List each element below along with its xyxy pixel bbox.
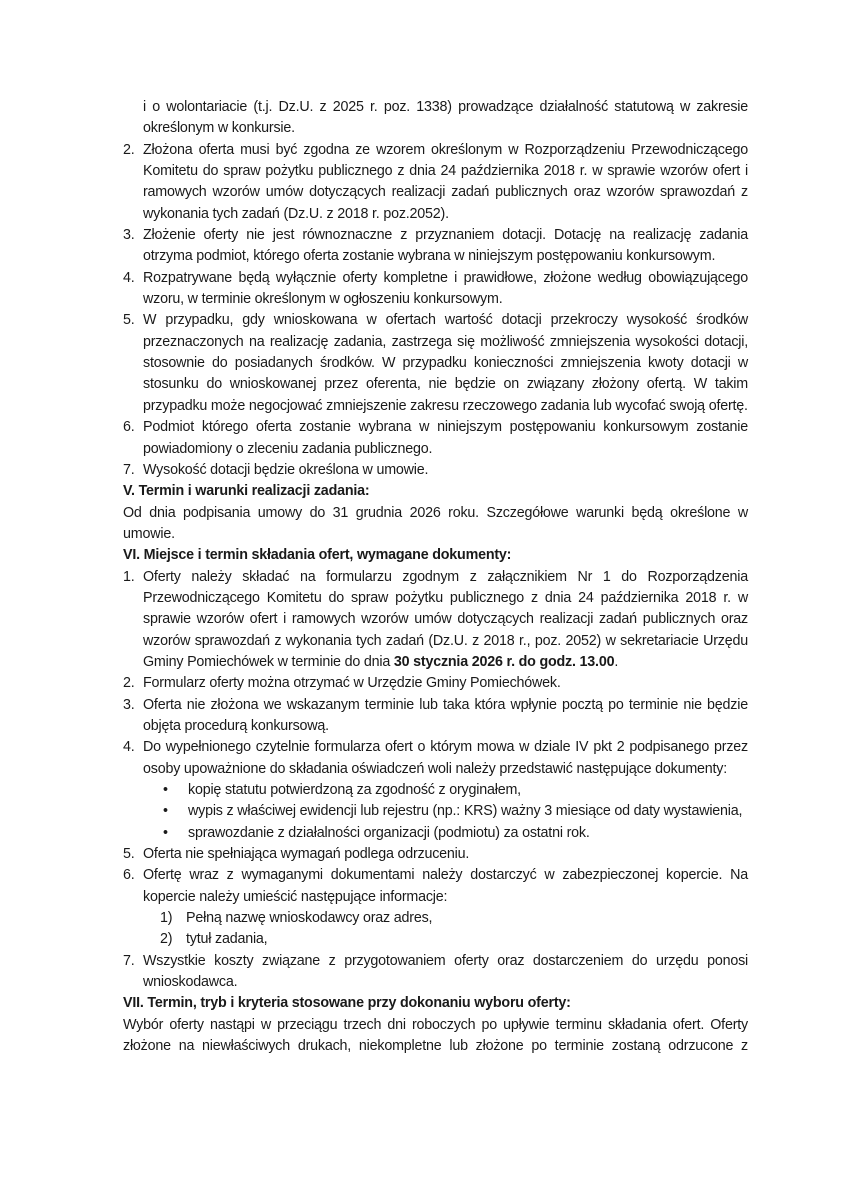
list-item-text — [143, 673, 748, 694]
sub-list-text — [186, 908, 748, 929]
list-item-text — [143, 140, 748, 225]
list-item-text — [143, 268, 748, 311]
sub-list-number: 2) — [160, 931, 173, 948]
list-item-number: 7. — [123, 952, 135, 969]
text-run: Wysokość dotacji będzie określona w umowie. — [143, 461, 429, 478]
list-item-text — [143, 737, 748, 780]
list-item-number — [123, 97, 143, 140]
list-item-number: 4. — [123, 739, 135, 756]
list-item-number: 6. — [123, 867, 135, 884]
list-item — [123, 310, 748, 417]
bullet-text — [188, 801, 748, 822]
list-item-text — [143, 97, 748, 140]
sub-list-number: 1) — [160, 910, 173, 927]
list-item-number: 2. — [123, 141, 135, 158]
text-run: . — [614, 653, 619, 670]
text-run: Złożona oferta musi być zgodna ze wzorem określonym w Rozporządzeniu Przewodniczącego Komitetu do spraw pożytku publicznego z dnia 24 października 2018 r. w sprawie wzorów ofert i ramowych wzorów umów dotyczących realizacji zadań publicznych oraz wzorów sprawozdań z wykonania tych zadań (Dz.U. z 2018 r. poz.2052). — [143, 141, 748, 222]
section-heading — [123, 481, 748, 502]
bullet-text — [188, 780, 748, 801]
text-run: Oferta nie spełniająca wymagań podlega odrzuceniu. — [143, 846, 470, 863]
bullet-item — [123, 780, 748, 801]
text-run: Rozpatrywane będą wyłącznie oferty kompletne i prawidłowe, złożone według obowiązującego wzoru, w terminie określonym w ogłoszeniu konkursowym. — [143, 269, 748, 308]
list-item-text — [143, 310, 748, 417]
bullet-text — [188, 823, 748, 844]
list-item-text — [143, 844, 748, 865]
text-run: sprawozdanie z działalności organizacji (podmiotu) za ostatni rok. — [188, 824, 590, 841]
list-item — [123, 567, 748, 674]
text-run: i o wolontariacie (t.j. Dz.U. z 2025 r. poz. 1338) prowadzące działalność statutową w zakresie określonym w konkursie. — [143, 99, 748, 137]
text-run: Wybór oferty nastąpi w przeciągu trzech dni roboczych po upływie terminu składania ofert. Oferty złożone na niewłaściwych drukach, niekompletne lub złożone po terminie zostaną odrzucone z — [123, 1016, 748, 1055]
bullet-icon: • — [163, 824, 168, 841]
list-item — [123, 268, 748, 311]
list-item-number: 3. — [123, 227, 135, 244]
list-item — [123, 844, 748, 865]
list-item — [123, 865, 748, 908]
bullet-icon: • — [163, 782, 168, 798]
list-item-number: 4. — [123, 269, 135, 286]
section-heading — [123, 993, 748, 1014]
list-item — [123, 140, 748, 225]
paragraph — [123, 1015, 748, 1058]
sub-list-item — [123, 908, 748, 929]
list-item — [123, 417, 748, 460]
list-item — [123, 673, 748, 694]
text-run: VI. Miejsce i termin składania ofert, wymagane dokumenty: — [123, 547, 512, 564]
bullet-icon: • — [163, 803, 168, 820]
list-item-number: 5. — [123, 312, 135, 329]
text-run: Złożenie oferty nie jest równoznaczne z przyznaniem dotacji. Dotację na realizację zadania otrzyma podmiot, którego oferta zostanie wybrana w niniejszym postępowaniu konkursowym. — [143, 227, 748, 265]
list-item-text — [143, 225, 748, 268]
text-run: Od dnia podpisania umowy do 31 grudnia 2026 roku. Szczegółowe warunki będą określone w umowie. — [123, 504, 748, 542]
list-item-number: 7. — [123, 461, 135, 478]
document-content — [123, 97, 748, 1057]
text-run: Podmiot którego oferta zostanie wybrana w niniejszym postępowaniu konkursowym zostanie powiadomiony o zleceniu zadania publicznego. — [143, 419, 748, 457]
list-item-number: 1. — [123, 568, 135, 585]
text-run: Oferta nie złożona we wskazanym terminie lub taka która wpłynie pocztą po terminie nie będzie objęta procedurą konkursową. — [143, 696, 748, 734]
text-run: kopię statutu potwierdzoną za zgodność z oryginałem, — [188, 782, 521, 798]
text-run: V. Termin i warunki realizacji zadania: — [123, 483, 370, 500]
text-run: Wszystkie koszty związane z przygotowaniem oferty oraz dostarczeniem do urzędu ponosi wnioskodawca. — [143, 952, 748, 991]
text-run: Formularz oferty można otrzymać w Urzędzie Gminy Pomiechówek. — [143, 675, 561, 692]
list-item — [123, 737, 748, 780]
text-run: Oferty należy składać na formularzu zgodnym z załącznikiem Nr 1 do Rozporządzenia Przewodniczącego Komitetu do spraw pożytku publicznego z dnia 24 października 2018 r. w sprawie wzorów ofert i ramowych wzorów umów dotyczących realizacji zadań publicznych oraz wzorów sprawozdań z wykonania tych zadań (Dz.U. z 2018 r., poz. 2052) w sekretariacie Urzędu Gminy Pomiechówek w terminie do dnia — [143, 568, 748, 670]
text-run: Ofertę wraz z wymaganymi dokumentami należy dostarczyć w zabezpieczonej kopercie. Na kopercie należy umieścić następujące informacje: — [143, 867, 748, 905]
list-item-number: 6. — [123, 419, 135, 436]
list-item-number: 2. — [123, 675, 135, 692]
list-item — [123, 951, 748, 994]
sub-list-item — [123, 929, 748, 950]
list-item-number: 5. — [123, 846, 135, 863]
list-item — [123, 695, 748, 738]
text-run: Pełną nazwę wnioskodawcy oraz adres, — [186, 910, 433, 927]
list-item — [123, 225, 748, 268]
text-run: tytuł zadania, — [186, 931, 268, 948]
text-run: wypis z właściwej ewidencji lub rejestru (np.: KRS) ważny 3 miesiące od daty wystawienia, — [188, 803, 743, 820]
sub-list-text — [186, 929, 748, 950]
list-item-text — [143, 460, 748, 481]
list-item-number: 3. — [123, 696, 135, 713]
bullet-item — [123, 801, 748, 822]
list-item-text — [143, 951, 748, 994]
section-heading — [123, 545, 748, 566]
deadline-emphasis: 30 stycznia 2026 r. do godz. 13.00 — [393, 653, 615, 670]
bullet-item — [123, 823, 748, 844]
list-item-text — [143, 417, 748, 460]
list-item-text — [143, 695, 748, 738]
list-item-text — [143, 567, 748, 674]
list-item — [123, 460, 748, 481]
text-run: W przypadku, gdy wnioskowana w ofertach wartość dotacji przekroczy wysokość środków przeznaczonych na realizację zadania, zastrzega się możliwość zmniejszenia wysokości dotacji, stosownie do posiadanych środków. W przypadku konieczności zmniejszenia kwoty dotacji w stosunku do wnioskowanej przez oferenta, nie będzie on związany złożony ofertą. W takim przypadku może negocjować zmniejszenie zakresu rzeczowego zadania lub wycofać swoją ofertę. — [143, 312, 748, 414]
text-run: VII. Termin, tryb i kryteria stosowane przy dokonaniu wyboru oferty: — [123, 995, 571, 1012]
list-item-continuation — [123, 97, 748, 140]
list-item-text — [143, 865, 748, 908]
paragraph — [123, 503, 748, 546]
text-run: Do wypełnionego czytelnie formularza ofert o którym mowa w dziale IV pkt 2 podpisanego przez osoby upoważnione do składania oświadczeń woli należy przedstawić następujące dokumenty: — [143, 739, 748, 777]
